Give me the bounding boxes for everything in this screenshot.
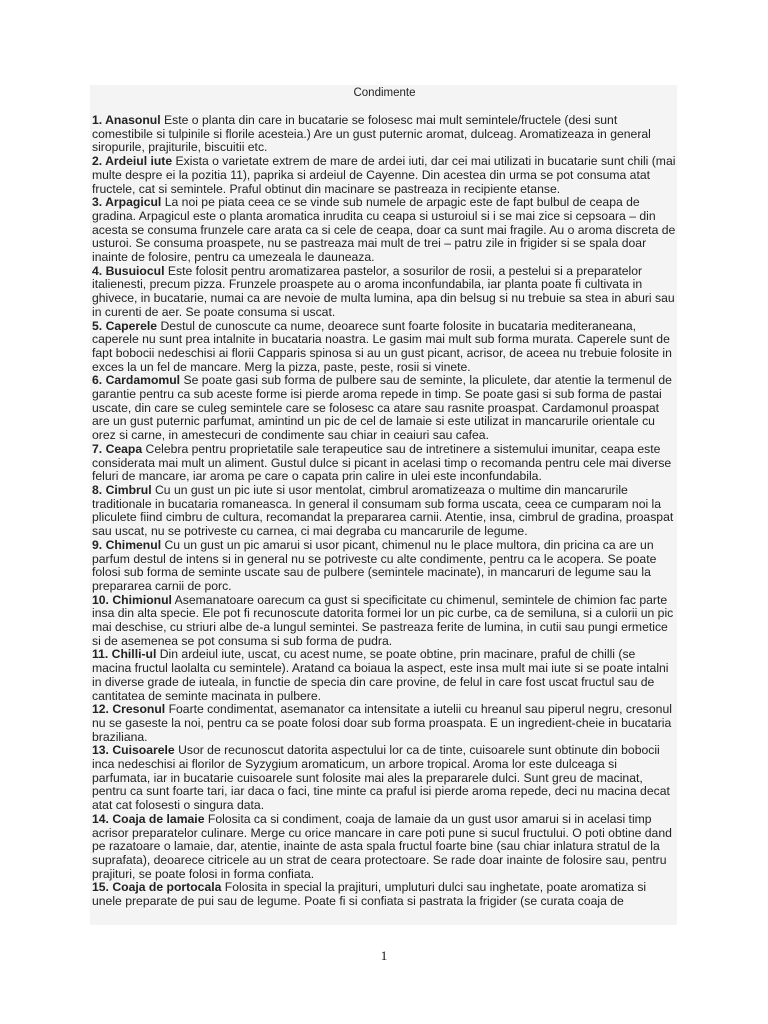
page-number: 1: [380, 948, 388, 963]
entry-number: 5.: [92, 318, 103, 333]
entry-text: Folosita ca si condiment, coaja de lamaie da un gust usor amarui si in acelasi timp acrisor preparatelor culinare. Merge cu orice mancare in care poti pune si sucul fructului. O poti obtine dand pe razatoare o lamaie, dar, atentie, inainte de asta spala fructul foarte bine (sau chiar inlatura stratul de la suprafata), deoarece citricele au un strat de ceara protectoare. Se rade doar inainte de folosire sau, pentru prajituri, se poate folosi in forma confiata.: [92, 811, 672, 881]
entry-number: 7.: [92, 441, 103, 456]
entry-heading: [92, 538, 161, 552]
entry-heading: [92, 812, 204, 826]
entry-heading: [92, 743, 175, 757]
entry-name: Chilli-ul: [111, 647, 157, 662]
entry-heading: [92, 483, 152, 497]
entry-heading: [92, 373, 180, 387]
entry-name: Ceapa: [105, 441, 143, 456]
condiment-entry: [92, 813, 677, 882]
entry-name: Cardamomul: [105, 373, 181, 388]
entry-heading: [92, 880, 221, 894]
condiment-entry: [92, 443, 677, 484]
entries-list: [92, 114, 677, 909]
entry-text: Celebra pentru proprietatile sale terapeutice sau de intretinere a sistemului imunitar, ceapa este considerata mai mult un aliment. Gustul dulce si picant in acelasi timp o recomanda pentru cele mai diverse feluri de mancare, iar aroma pe care o capata prin calire in ulei este inconfundabila.: [92, 441, 672, 484]
entry-heading: [92, 647, 156, 661]
entry-number: 15.: [92, 880, 109, 895]
entry-text: Este folosit pentru aromatizarea pastelor, a sosurilor de rosii, a pestelui si a preparatelor italienesti, precum pizza. Frunzele proaspete au o aroma inconfundabila, iar planta poate fi cultivata in ghivece, in bucatarie, numai ca are nevoie de multa lumina, apa din belsug si nu trebuie sa stea in aburi sau in curenti de aer. Se poate consuma si uscat.: [92, 263, 675, 319]
entry-number: 4.: [92, 263, 103, 278]
entry-text: Se poate gasi sub forma de pulbere sau de seminte, la pliculete, dar atentie la termenul de garantie pentru ca sub aceste forme isi pierde aroma repede in timp. Se poate gasi si sub forma de pastai uscate, din care se culeg semintele care se folosesc ca atare sau rasnite proaspat. Cardamonul proaspat are un gust puternic parfumat, amintind un pic de cel de lamaie si este utilizat in mancarurile orientale cu orez si carne, in amestecuri de condimente sau chiar in ceaiuri sau cafea.: [92, 373, 672, 443]
entry-number: 8.: [92, 482, 103, 497]
entry-number: 2.: [92, 154, 103, 169]
entry-text: Asemanatoare oarecum ca gust si specificitate cu chimenul, semintele de chimion fac parte insa din alta specie. Ele pot fi recunoscute datorita formei lor un pic curbe, ca de semiluna, si a culorii un pic mai deschise, cu striuri albe de-a lungul semintei. Se pastreaza ferite de lumina, in cutii sau pungi ermetice si de asemenea se pot consuma si sub forma de pudra.: [92, 592, 674, 648]
entry-heading: [92, 113, 161, 127]
condiment-entry: [92, 320, 677, 375]
entry-text: Cu un gust un pic iute si usor mentolat, cimbrul aromatizeaza o multime din mancarurile traditionale in bucataria romaneasca. In general il consumam sub forma uscata, ceea ce cumparam noi la pliculete fiind cimbru de cultura, recomandat la prepararea carnii. Atentie, insa, cimbrul de gradina, proaspat sau uscat, nu se potriveste cu carnea, ci mai degraba cu mancarurile de legume.: [92, 482, 674, 539]
condiment-entry: [92, 196, 677, 265]
document-title: Condimente: [353, 87, 416, 99]
condiment-entry: [92, 265, 677, 320]
entry-number: 9.: [92, 537, 103, 552]
entry-heading: [92, 195, 161, 209]
condiment-entry: [92, 881, 677, 908]
entry-number: 10.: [92, 592, 109, 607]
entry-name: Coaja de portocala: [112, 880, 222, 895]
entry-text: Usor de recunoscut datorita aspectului lor ca de tinte, cuisoarele sunt obtinute din bobocii inca nedeschisi ai florilor de Syzygium aromaticum, un arbore tropical. Aroma lor este dulceaga si parfumata, iar in bucatarie cuisoarele sunt folosite mai ales la prepararele dulci. Sunt greu de macinat, pentru ca sunt foarte tari, iar daca o faci, tine minte ca praful isi pierde aroma repede, deci nu macina decat atat cat folosesti o singura data.: [92, 743, 670, 813]
entry-text: La noi pe piata ceea ce se vinde sub numele de arpagic este de fapt bulbul de ceapa de gradina. Arpagicul este o planta aromatica inrudita cu ceapa si usturoiul si i se mai zice si cepsoara – din acesta se consuma frunzele care arata ca si cele de ceapa, doar ca sunt mai fragile. Au o aroma discreta de usturoi. Se consuma proaspete, nu se pastreaza mai mult de trei – patru zile in frigider si se spala doar inainte de folosire, pentru ca umezeala le dauneaza.: [92, 195, 676, 265]
entry-text: Folosita in special la prajituri, umpluturi dulci sau inghetate, poate aromatiza si unele preparate de pui sau de legume. Poate fi si confiata si pastrata la frigider (se curata coaja de: [92, 880, 647, 909]
entry-text: Foarte condimentat, asemanator ca intensitate a iutelii cu hreanul sau piperul negru, cresonul nu se gaseste la noi, pentru ca se poate folosi doar sub forma proaspata. E un ingredient-cheie in bucataria braziliana.: [92, 702, 672, 744]
entry-heading: [92, 154, 172, 168]
entry-name: Cresonul: [112, 702, 166, 717]
entry-heading: [92, 593, 172, 607]
entry-name: Cimbrul: [105, 482, 152, 497]
entry-name: Chimionul: [112, 592, 172, 607]
condiment-entry: [92, 744, 677, 813]
condiment-entry: [92, 114, 677, 155]
condiment-entry: [92, 594, 677, 649]
entry-heading: [92, 264, 164, 278]
entry-number: 1.: [92, 113, 103, 127]
condiment-entry: [92, 374, 677, 443]
entry-number: 6.: [92, 373, 103, 388]
document-body: [90, 85, 677, 925]
entry-name: Caperele: [105, 318, 158, 333]
entry-text: Destul de cunoscute ca nume, deoarece sunt foarte folosite in bucataria mediteraneana, caperele nu sunt prea intalnite in bucataria noastra. Le gasim mai mult sub forma murata. Caperele sunt de fapt bobocii nedeschisi ai florii Capparis spinosa si au un gust picant, acrisor, de aceea nu trebuie folosite in exces la un fel de mancare. Merg la pizza, paste, peste, rosii si vinete.: [92, 318, 672, 374]
entry-text: Este o planta din care in bucatarie se folosesc mai mult semintele/fructele (desi sunt comestibile si tulpinile si florile acesteia.) Are un gust puternic aromat, dulceag. Aromatizeaza in general siropurile, prajiturile, biscuitii etc.: [92, 113, 651, 155]
entry-text: Cu un gust un pic amarui si usor picant, chimenul nu le place multora, din pricina ca are un parfum destul de intens si in general nu se potriveste cu alte condimente, pentru ca le acopera. Se poate folosi sub forma de seminte uscate sau de pulbere (semintele macinate), in mancaruri de legume sau la prepararea carnii de porc.: [92, 537, 657, 593]
entry-name: Coaja de lamaie: [112, 811, 205, 826]
entry-number: 11.: [92, 647, 109, 662]
entry-name: Cuisoarele: [112, 743, 175, 758]
entry-name: Chimenul: [105, 537, 162, 552]
entry-heading: [92, 442, 142, 456]
entry-text: Din ardeiul iute, uscat, cu acest nume, se poate obtine, prin macinare, praful de chilli (se macina fructul laolalta cu semintele). Aratand ca boiaua la aspect, este insa mult mai iute si se poate intalni in diverse grade de iuteala, in functie de specia din care provine, de felul in care fost uscat fructul sau de cantitatea de seminte macinata in pulbere.: [92, 647, 669, 703]
entry-number: 3.: [92, 195, 103, 210]
condiment-entry: [92, 539, 677, 594]
condiment-entry: [92, 484, 677, 539]
entry-name: Anasonul: [105, 113, 161, 127]
condiment-entry: [92, 155, 677, 196]
condiment-entry: [92, 648, 677, 703]
entry-name: Arpagicul: [105, 195, 162, 210]
entry-heading: [92, 702, 165, 716]
entry-number: 14.: [92, 811, 109, 826]
entry-name: Busuiocul: [105, 263, 165, 278]
condiment-entry: [92, 703, 677, 744]
entry-number: 12.: [92, 702, 109, 717]
entry-heading: [92, 319, 157, 333]
entry-text: Exista o varietate extrem de mare de ardei iuti, dar cei mai utilizati in bucatarie sunt chili (mai multe despre ei la pozitia 11), paprika si ardeiul de Cayenne. Din acestea din urma se pot consuma atat fructele, cat si semintele. Praful obtinut din macinare se pastreaza in recipiente etanse.: [92, 154, 676, 196]
entry-name: Ardeiul iute: [105, 154, 173, 169]
entry-number: 13.: [92, 743, 109, 758]
